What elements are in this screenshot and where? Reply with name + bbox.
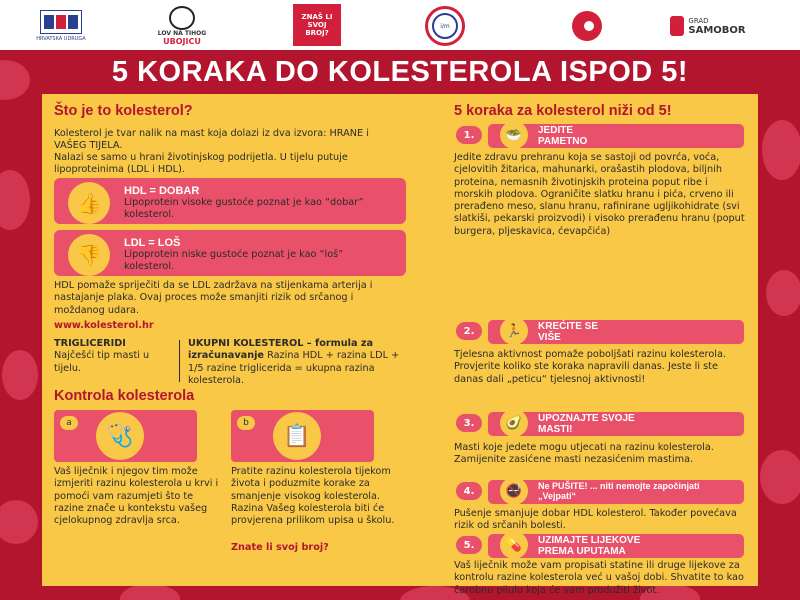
five-steps-heading: 5 koraka za kolesterol niži od 5! xyxy=(454,103,672,119)
association-logo-mark xyxy=(40,10,82,34)
ldl-title: LDL = LOŠ xyxy=(124,237,181,249)
content-panel xyxy=(42,94,758,596)
control-a-text: Vaš liječnik i njegov tim može izmjeriti razinu kolesterola u krvi i pomoći vam razumjeti što te razine znače u kontekstu vašeg cjelokupnog zdravlja srca. xyxy=(54,466,219,527)
total-cholesterol-title: UKUPNI KOLESTEROL – formula za izračunavanje xyxy=(188,338,374,362)
what-paragraph-2: Nalazi se samo u hrani životinjskog podrijetla. U tijelu putuje lipoproteinima (LDL i HDL). xyxy=(54,152,348,176)
step-2 xyxy=(454,320,744,342)
stethoscope-icon xyxy=(169,6,195,30)
association-logo-text: HRVATSKA UDRUGA xyxy=(36,36,86,42)
what-paragraph-1: Kolesterol je tvar nalik na mast koja dolazi iz dva izvora: HRANE i VAŠEG TIJELA. xyxy=(54,128,369,152)
running-icon: 🏃 xyxy=(500,317,528,345)
logo-line1: LOV NA TIHOG xyxy=(157,30,207,37)
decorative-blob xyxy=(766,270,800,316)
hdl-text: Lipoprotein visoke gustoće poznat je kao “dobar” kolesterol. xyxy=(124,197,364,220)
samobor-text: SAMOBOR xyxy=(688,24,746,36)
food-icon: 🥗 xyxy=(500,121,528,149)
samobor-logo-text xyxy=(688,17,745,36)
step-4-number: 4. xyxy=(456,482,482,500)
step-4-text: Pušenje smanjuje dobar HDL kolesterol. Također povećava rizik od srčanih bolesti. xyxy=(454,508,737,532)
step-2-number: 2. xyxy=(456,322,482,340)
grad-text: GRAD xyxy=(688,16,709,25)
decorative-blob xyxy=(760,450,800,504)
logo-bar xyxy=(0,0,800,50)
znas-li-svoj-broj-text: ZNAŠ LI SVOJ BROJ? xyxy=(301,13,333,37)
thumbs-down-icon: 👎 xyxy=(68,234,110,276)
step-4-label: Ne PUŠITE! ... niti nemojte započinjati „Vejpati“ xyxy=(538,481,700,501)
total-cholesterol-paragraph xyxy=(188,338,408,387)
know-your-number-question: Znate li svoj broj? xyxy=(231,542,329,553)
control-b-text: Pratite razinu kolesterola tijekom života i poduzmite korake za smanjenje visokog kolesterola. Razina Vašeg kolesterola biti će provjerena prilikom upisa u školu. xyxy=(231,466,395,527)
clipboard-icon: 📋 xyxy=(273,412,321,460)
association-logo xyxy=(36,6,86,46)
triglycerides-block xyxy=(54,338,166,375)
decorative-blob xyxy=(762,120,800,180)
step-4 xyxy=(454,480,744,502)
what-is-cholesterol-heading: Što je to kolesterol? xyxy=(54,103,193,119)
logo-line2: UBOJICU xyxy=(163,37,201,46)
website-link[interactable]: www.kolesterol.hr xyxy=(54,320,154,331)
control-box-b xyxy=(231,410,374,462)
step-5-label: UZIMAJTE LIJEKOVE PREMA UPUTAMA xyxy=(538,535,641,557)
divider xyxy=(179,340,180,382)
control-box-a xyxy=(54,410,197,462)
ldl-text: Lipoprotein niske gustoće poznat je kao “loš” kolesterol. xyxy=(124,249,344,272)
step-1-label: JEDITE PAMETNO xyxy=(538,125,588,147)
doctor-icon: 🩺 xyxy=(96,412,144,460)
oil-icon: 🥑 xyxy=(500,409,528,437)
poster-title: 5 KORAKA DO KOLESTEROLA ISPOD 5! xyxy=(111,55,689,88)
total-cholesterol-block xyxy=(188,338,408,387)
no-smoking-icon: 🚭 xyxy=(500,477,528,505)
step-1-number: 1. xyxy=(456,126,482,144)
box-a-label: a xyxy=(60,416,78,430)
triglycerides-text: Najčešći tip masti u tijelu. xyxy=(54,350,150,374)
decorative-blob xyxy=(0,170,30,230)
grad-samobor-logo xyxy=(668,6,748,46)
step-3-number: 3. xyxy=(456,414,482,432)
institute-heart-icon xyxy=(572,11,602,41)
institute-logo xyxy=(552,6,622,46)
target-logo-text: i/m xyxy=(432,13,458,39)
ldl-box xyxy=(54,230,406,276)
step-1 xyxy=(454,124,744,146)
pill-icon: 💊 xyxy=(500,531,528,559)
step-1-text: Jedite zdravu prehranu koja se sastoji od povrća, voća, cjelovitih žitarica, mahunarki, orašastih plodova, biljnih proteina, nemasnih životinjskih proteina poput ribe i morskih plodova. Ograničite slatku hranu i pića, crveno ili prerađeno meso, slanu hranu, rafinirane ugljikohidrate (svi slatkiši, pekarski proizvodi) i visoko prerađenu hranu (poput burgera, pljeskavica, ćevapčića) xyxy=(454,152,745,237)
step-5 xyxy=(454,534,744,556)
box-b-label: b xyxy=(237,416,255,430)
title-bar xyxy=(0,50,800,94)
hdl-box xyxy=(54,178,406,224)
cholesterol-control-heading: Kontrola kolesterola xyxy=(54,388,195,404)
triglycerides-title: TRIGLICERIDI xyxy=(54,338,126,349)
znas-li-svoj-broj-logo xyxy=(293,4,341,46)
thumbs-up-icon: 👍 xyxy=(68,182,110,224)
step-3-text: Masti koje jedete mogu utjecati na razinu kolesterola. Zamijenite zasićene masti nezasićenim mastima. xyxy=(454,442,714,466)
hdl-title: HDL = DOBAR xyxy=(124,185,200,197)
step-2-text: Tjelesna aktivnost pomaže poboljšati razinu kolesterola. Provjerite koliko ste koraka napravili danas. Jeste li ste danas dali „peticu“ tjelesnoj aktivnosti! xyxy=(454,349,726,385)
step-3 xyxy=(454,412,744,434)
lov-na-tihog-ubojicu-logo xyxy=(142,6,222,46)
samobor-mark-icon xyxy=(670,16,684,36)
step-5-text: Vaš liječnik može vam propisati statine ili druge lijekove za kontrolu razine kolesterola već u vašoj dobi. Shvatite to kao čarobnu pilulu koja će vam produžiti život. xyxy=(454,560,744,596)
target-logo xyxy=(420,6,470,46)
decorative-blob xyxy=(2,350,38,400)
step-5-number: 5. xyxy=(456,536,482,554)
hdl-note: HDL pomaže spriječiti da se LDL zadržava na stijenkama arterija i nastajanje plaka. Ovaj proces može smanjiti rizik od srčanog i moždanog udara. xyxy=(54,280,373,316)
decorative-blob xyxy=(120,584,180,600)
step-2-label: KREĆITE SE VIŠE xyxy=(538,321,599,343)
poster-frame xyxy=(0,50,800,600)
target-icon xyxy=(425,6,465,46)
total-cholesterol-text: Razina HDL + razina LDL + 1/5 razine triglicerida = ukupna razina kolesterola. xyxy=(188,350,400,386)
step-3-label: UPOZNAJTE SVOJE MASTI! xyxy=(538,413,635,435)
decorative-blob xyxy=(0,500,38,544)
